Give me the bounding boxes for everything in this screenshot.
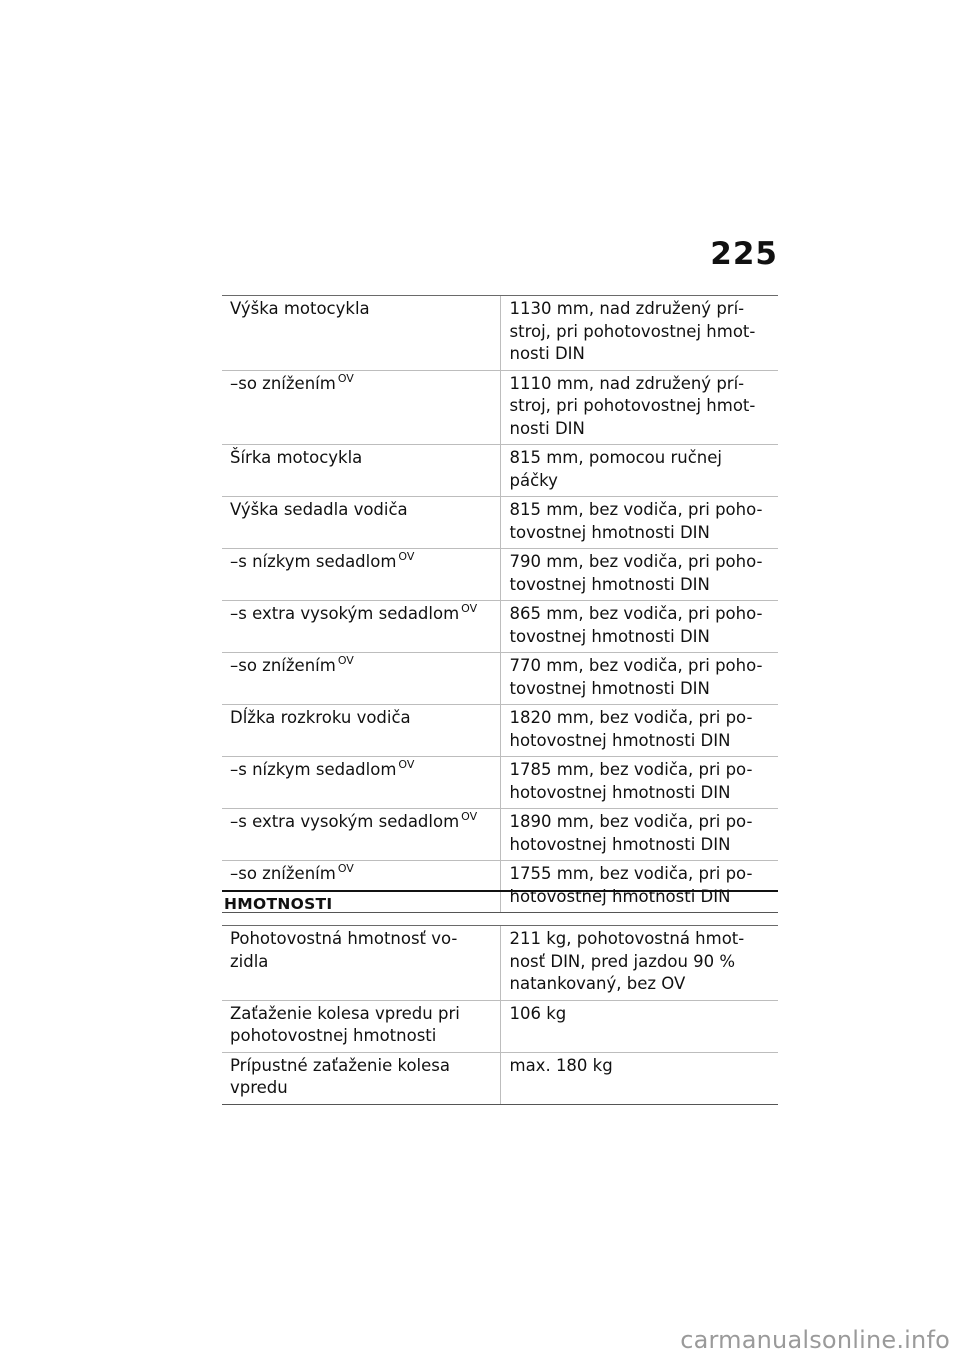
option-marker: OV	[337, 862, 354, 875]
row-value-cell	[500, 705, 778, 757]
option-marker: OV	[337, 371, 354, 385]
row-label: –s extra vysokým sedadlom	[230, 812, 460, 831]
row-value: 106 kg	[509, 1003, 567, 1023]
row-label-cell	[222, 1052, 500, 1104]
table-row	[222, 497, 778, 549]
row-label: –so znížením	[230, 656, 336, 675]
row-value-cell	[500, 809, 778, 861]
dimensions-table-body	[222, 296, 778, 913]
row-label-cell	[222, 1000, 500, 1052]
row-value-cell	[500, 445, 778, 497]
row-value-cell	[500, 1052, 778, 1104]
row-value: 815 mm, pomocou ručnej páčky	[509, 448, 722, 490]
row-value-cell	[500, 757, 778, 809]
row-label: –so znížením	[230, 373, 336, 393]
row-value: 865 mm, bez vodiča, pri poho- tovostnej hmotnosti DIN	[509, 604, 763, 646]
table-row	[222, 757, 778, 809]
watermark: carmanualsonline.info	[680, 1326, 950, 1354]
row-label: Prípustné zaťaženie kolesa vpredu	[230, 1055, 450, 1097]
table-row	[222, 296, 778, 371]
table-row	[222, 445, 778, 497]
option-marker: OV	[398, 758, 415, 771]
table-row	[222, 705, 778, 757]
row-label-cell	[222, 296, 500, 371]
table-row	[222, 549, 778, 601]
weights-table-body	[222, 926, 778, 1105]
table-row	[222, 601, 778, 653]
row-value: 1890 mm, bez vodiča, pri po- hotovostnej hmotnosti DIN	[509, 812, 753, 854]
row-label: Zaťaženie kolesa vpredu pri pohotovostnej hmotnosti	[230, 1003, 460, 1045]
row-value: 1755 mm, bez vodiča, pri po- hotovostnej hmotnosti DIN	[509, 864, 753, 906]
option-marker: OV	[461, 602, 478, 615]
row-label: Výška sedadla vodiča	[230, 500, 408, 519]
row-value: 1130 mm, nad združený prí- stroj, pri pohotovostnej hmot- nosti DIN	[509, 299, 756, 363]
row-value: 1785 mm, bez vodiča, pri po- hotovostnej hmotnosti DIN	[509, 760, 753, 802]
row-label: –so znížením	[230, 864, 336, 883]
option-marker: OV	[337, 654, 354, 667]
row-value: 1110 mm, nad združený prí- stroj, pri pohotovostnej hmot- nosti DIN	[509, 373, 756, 438]
table-row	[222, 926, 778, 1001]
row-value-cell	[500, 926, 778, 1001]
row-value: 770 mm, bez vodiča, pri poho- tovostnej hmotnosti DIN	[509, 656, 763, 698]
section-title-weights: HMOTNOSTI	[224, 895, 333, 913]
table-row	[222, 1000, 778, 1052]
row-value: max. 180 kg	[509, 1055, 613, 1075]
dimensions-table	[222, 295, 778, 913]
row-value: 790 mm, bez vodiča, pri poho- tovostnej hmotnosti DIN	[509, 552, 763, 594]
row-label-cell	[222, 549, 500, 601]
row-value-cell	[500, 653, 778, 705]
option-marker: OV	[461, 810, 478, 823]
row-value-cell	[500, 861, 778, 913]
row-value: 815 mm, bez vodiča, pri poho- tovostnej hmotnosti DIN	[509, 500, 763, 542]
row-label-cell	[222, 757, 500, 809]
row-label: Šírka motocykla	[230, 448, 363, 467]
row-label-cell	[222, 926, 500, 1001]
row-value: 1820 mm, bez vodiča, pri po- hotovostnej hmotnosti DIN	[509, 708, 753, 750]
row-label-cell	[222, 809, 500, 861]
row-value: 211 kg, pohotovostná hmot- nosť DIN, pred jazdou 90 % natankovaný, bez OV	[509, 929, 745, 993]
table-row	[222, 653, 778, 705]
row-label-cell	[222, 601, 500, 653]
weights-table	[222, 925, 778, 1105]
row-value-cell	[500, 549, 778, 601]
row-label: –s nízkym sedadlom	[230, 552, 397, 571]
table-row	[222, 1052, 778, 1104]
row-value-cell	[500, 1000, 778, 1052]
row-label: Výška motocykla	[230, 299, 370, 318]
row-value-cell	[500, 296, 778, 371]
row-label: –s extra vysokým sedadlom	[230, 604, 460, 623]
table-row	[222, 809, 778, 861]
row-label-cell	[222, 497, 500, 549]
page-number: 225	[710, 236, 778, 272]
row-label: Pohotovostná hmotnosť vo- zidla	[230, 929, 458, 971]
row-label: –s nízkym sedadlom	[230, 760, 397, 779]
row-label-cell	[222, 445, 500, 497]
row-label-cell	[222, 705, 500, 757]
row-label-cell	[222, 370, 500, 445]
row-label: Dĺžka rozkroku vodiča	[230, 708, 411, 727]
row-value-cell	[500, 370, 778, 445]
table-row	[222, 370, 778, 445]
option-marker: OV	[398, 550, 415, 563]
row-label-cell	[222, 653, 500, 705]
row-value-cell	[500, 601, 778, 653]
row-value-cell	[500, 497, 778, 549]
section-divider	[222, 890, 778, 892]
